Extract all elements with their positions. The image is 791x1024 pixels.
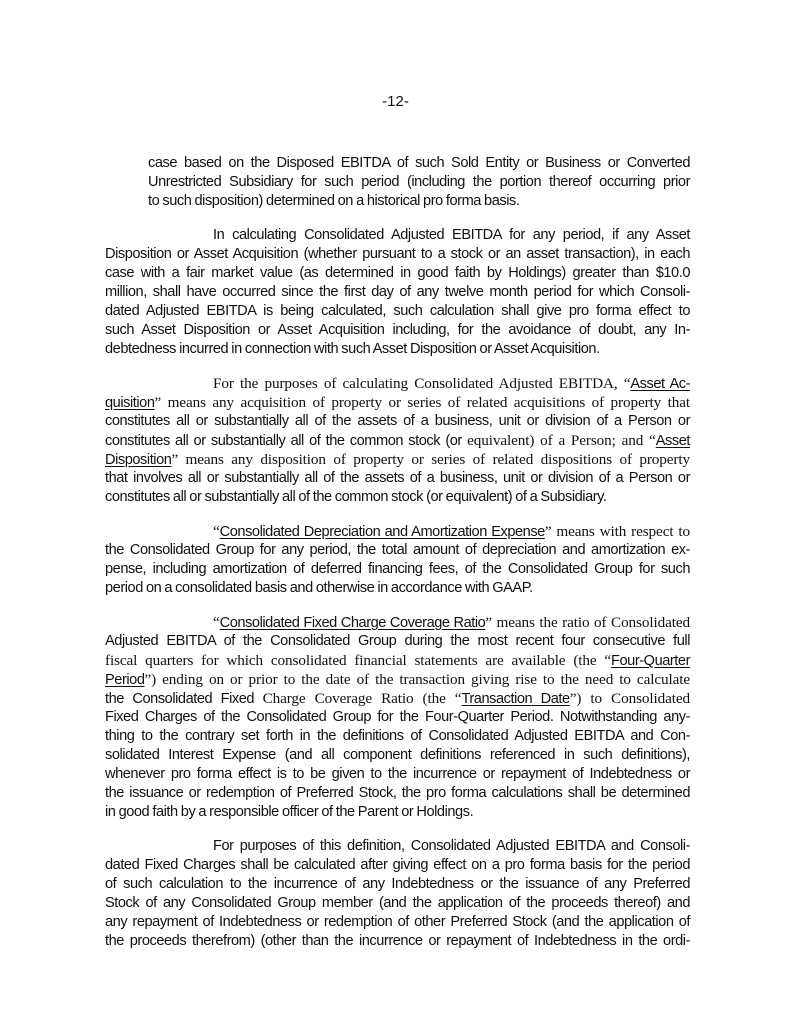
text-line (105, 394, 690, 413)
paragraph (105, 227, 690, 360)
text-line (105, 728, 690, 747)
text-segment: Disposition or Asset Acquisition (whether pursuant to a stock or an asset transaction), in each (105, 246, 690, 262)
text-line (105, 375, 690, 394)
text-segment: Unrestricted Subsidiary for such period (including the portion thereof occurring prior (148, 174, 690, 190)
defined-term: Consolidated Fixed Charge Coverage Ratio (219, 615, 486, 631)
text-segment: constitutes all or substantially all of the common stock (or (105, 433, 468, 449)
text-line (105, 671, 690, 690)
text-line (105, 413, 690, 432)
text-line (105, 652, 690, 671)
text-segment: “ (213, 523, 220, 540)
paragraph (105, 838, 690, 952)
text-line (105, 914, 690, 933)
defined-term: Asset (655, 433, 690, 449)
text-segment: period on a consolidated basis and otherwise in accordance with GAAP. (105, 580, 533, 596)
text-segment: Adjusted EBITDA of the Consolidated Group during the most recent four consecutive full (105, 633, 690, 649)
document-body (105, 155, 690, 967)
text-segment: For the purposes of calculating Consolidated Adjusted EBITDA, “ (213, 375, 631, 392)
defined-term: Four-Quarter (611, 653, 690, 669)
paragraph (105, 375, 690, 508)
text-segment: fiscal quarters for which consolidated financial statements are available (the “ (105, 652, 612, 669)
text-segment: Fixed Charges of the Consolidated Group for the Four-Quarter Period. Notwithstanding any- (105, 709, 690, 725)
text-line (105, 857, 690, 876)
paragraph (105, 523, 690, 599)
text-segment: constitutes all or substantially all of the common stock (or equivalent) of a Subsidiary. (105, 489, 607, 505)
text-segment: whenever pro forma effect is to be given to the incurrence or repayment of Indebtedness or (105, 766, 690, 782)
text-segment: dated Adjusted EBITDA is being calculated, such calculation shall give pro forma effect to (105, 303, 690, 319)
text-line (105, 580, 690, 599)
text-segment: to such disposition) determined on a historical pro forma basis. (148, 193, 520, 209)
text-segment: the issuance or redemption of Preferred Stock, the pro forma calculations shall be determined (105, 785, 690, 801)
defined-term: Disposition (105, 452, 172, 468)
text-line (105, 341, 690, 360)
text-segment: ” means the ratio of Consolidated (485, 614, 690, 631)
text-line (105, 747, 690, 766)
text-line (105, 766, 690, 785)
text-line (105, 690, 690, 709)
text-segment: the proceeds therefrom) (other than the incurrence or repayment of Indebtedness in the ordi- (105, 933, 690, 949)
paragraph (105, 614, 690, 823)
text-segment: solidated Interest Expense (and all component definitions referenced in such definitions), (105, 747, 690, 763)
text-line (105, 709, 690, 728)
paragraph (148, 155, 690, 212)
text-segment: thing to the contrary set forth in the definitions of Consolidated Adjusted EBITDA and Con- (105, 728, 690, 744)
text-segment: Stock of any Consolidated Group member (and the application of the proceeds thereof) and (105, 895, 690, 911)
text-line (105, 432, 690, 451)
text-line (105, 785, 690, 804)
text-segment: pense, including amortization of deferred financing fees, of the Consolidated Group for such (105, 561, 690, 577)
text-segment: “ (213, 614, 220, 631)
text-line (105, 227, 690, 246)
text-line (148, 193, 690, 212)
text-line (105, 523, 690, 542)
text-segment: equivalent) of a Person; and “ (467, 432, 656, 449)
text-line (105, 470, 690, 489)
text-segment: case with a fair market value (as determined in good faith by Holdings) greater than $10.0 (105, 265, 690, 281)
text-segment: debtedness incurred in connection with such Asset Disposition or Asset Acquisition. (105, 341, 600, 357)
defined-term: quisition (105, 395, 155, 411)
text-segment: such Asset Disposition or Asset Acquisition including, for the avoidance of doubt, any In- (105, 322, 690, 338)
text-line (105, 265, 690, 284)
text-line (105, 561, 690, 580)
text-segment: dated Fixed Charges shall be calculated after giving effect on a pro forma basis for the period (105, 857, 690, 873)
text-line (105, 895, 690, 914)
text-segment: For purposes of this definition, Consolidated Adjusted EBITDA and Consoli- (213, 838, 690, 854)
text-segment: in good faith by a responsible officer of the Parent or Holdings. (105, 804, 474, 820)
text-line (105, 838, 690, 857)
text-segment: million, shall have occurred since the first day of any twelve month period for which Consoli- (105, 284, 690, 300)
text-segment: ” means any disposition of property or series of related dispositions of property (171, 451, 690, 468)
text-segment: ”) ending on or prior to the date of the transaction giving rise to the need to calculate (144, 671, 690, 688)
text-segment: ”) to Consolidated (569, 690, 691, 707)
text-line (105, 303, 690, 322)
text-line (105, 542, 690, 561)
defined-term: Asset Ac- (630, 376, 690, 392)
defined-term: Period (105, 672, 145, 688)
text-line (105, 633, 690, 652)
text-line (105, 284, 690, 303)
defined-term: Consolidated Depreciation and Amortization Expense (219, 524, 545, 540)
text-segment: In calculating Consolidated Adjusted EBITDA for any period, if any Asset (213, 227, 690, 243)
text-segment: case based on the Disposed EBITDA of such Sold Entity or Business or Converted (148, 155, 690, 171)
text-segment: that involves all or substantially all of the assets of a business, unit or division of a Person or (105, 470, 690, 486)
text-segment: constitutes all or substantially all of the assets of a business, unit or division of a Person or (105, 413, 690, 429)
text-line (105, 451, 690, 470)
page-number: -12- (382, 93, 409, 110)
text-line (148, 174, 690, 193)
text-segment: Charge Coverage Ratio (the “ (262, 690, 462, 707)
text-segment: the Consolidated Group for any period, the total amount of depreciation and amortization ex- (105, 542, 690, 558)
text-line (105, 246, 690, 265)
text-segment: the Consolidated Fixed (105, 691, 263, 707)
text-line (105, 876, 690, 895)
text-line (105, 489, 690, 508)
text-line (105, 322, 690, 341)
text-line (105, 933, 690, 952)
text-line (105, 804, 690, 823)
text-line (105, 614, 690, 633)
text-line (148, 155, 690, 174)
text-segment: ” means with respect to (544, 523, 690, 540)
defined-term: Transaction Date (461, 691, 570, 707)
text-segment: of such calculation to the incurrence of any Indebtedness or the issuance of any Preferred (105, 876, 690, 892)
text-segment: any repayment of Indebtedness or redemption of other Preferred Stock (and the application of (105, 914, 690, 930)
text-segment: ” means any acquisition of property or series of related acquisitions of property that (154, 394, 690, 411)
